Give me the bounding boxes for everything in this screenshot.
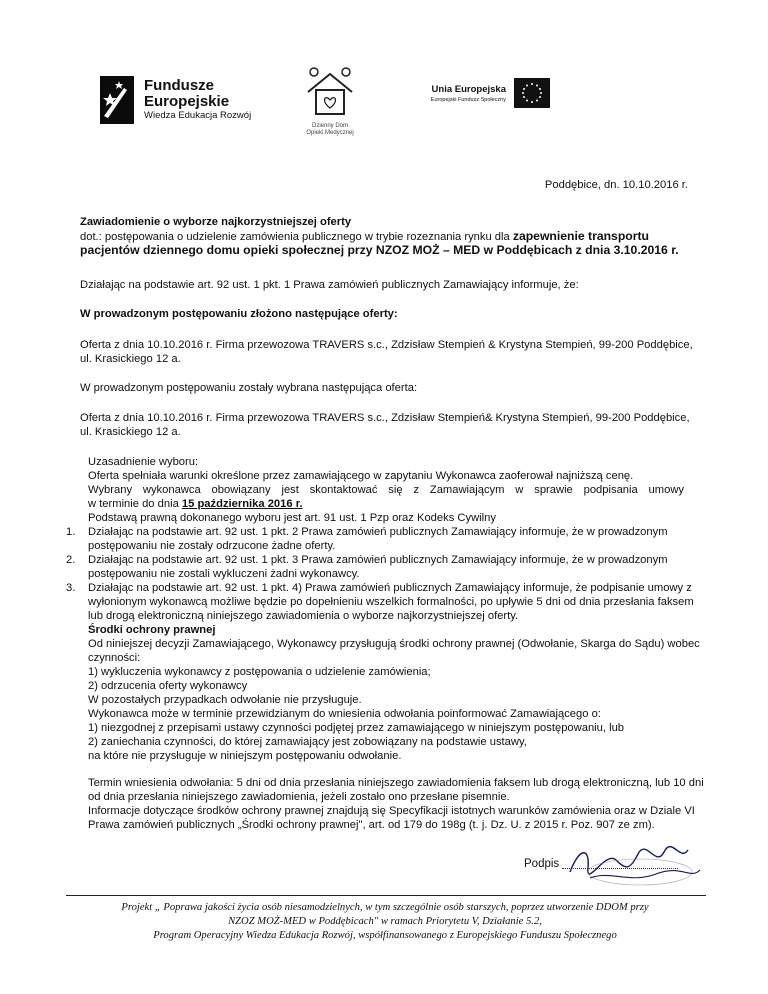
footer-divider: [66, 895, 706, 896]
protection-line-5: W pozostałych przypadkach odwołanie nie przysługuje.: [88, 694, 362, 706]
subject-text: dot.: postępowania o udzielenie zamówienia publicznego w trybie rozeznania rynku dla: [80, 231, 513, 243]
offer-2-line-2: ul. Krasickiego 12 a.: [80, 426, 181, 438]
handwritten-signature-image: [560, 840, 710, 890]
item-1-line-1: Działając na podstawie art. 92 ust. 1 pkt. 2 Prawa zamówień publicznych Zamawiający informuje, że w prowadzonym: [88, 526, 668, 538]
justification-line-4: Podstawą prawną dokonanego wyboru jest art. 91 ust. 1 Pzp oraz Kodeks Cywilny: [88, 512, 496, 524]
intro-text: Działając na podstawie art. 92 ust. 1 pkt. 1 Prawa zamówień publicznych Zamawiający informuje, że:: [80, 279, 579, 291]
footer-line-1: Projekt „ Poprawa jakości życia osób niesamodzielnych, w tym szczególnie osób starszych, poprzez utworzenie DDOM przy: [121, 902, 649, 913]
unia-europejska-logo: [400, 78, 550, 114]
deadline-prefix: w terminie do dnia: [88, 498, 182, 510]
subject-line-2: pacjentów dziennego domu opieki społecznej przy NZOZ MOŻ – MED w Poddębicach z dnia 3.10.2016 r.: [80, 243, 679, 257]
fe-flag-icon: [100, 76, 134, 124]
ue-title: Unia Europejska: [431, 84, 506, 95]
chosen-heading: W prowadzonym postępowaniu zostały wybrana następująca oferta:: [80, 382, 418, 394]
item-3-line-3: lub drogą elektroniczną niniejszego zawiadomienia o wyborze najkorzystniejszej oferty.: [88, 610, 519, 622]
protection-line-6: Wykonawca może w terminie przewidzianym do wniesienia odwołania poinformować Zamawiającego o:: [88, 708, 601, 720]
justification-line-1: Oferta spełniała warunki określone przez zamawiającego w zapytaniu Wykonawca zaoferował najniższą cenę.: [88, 470, 634, 482]
protection-line-1: Od niniejszej decyzji Zamawiającego, Wykonawcy przysługują środki ochrony prawnej (Odwołanie, Skarga do Sądu) wobec: [88, 638, 700, 650]
item-1-number: 1.: [66, 526, 76, 538]
footer-line-2: NZOZ MOŻ-MED w Poddębicach" w ramach Priorytetu V, Działanie 5.2,: [228, 916, 542, 927]
subject-bold: zapewnienie transportu: [512, 229, 649, 243]
protection-line-2: czynności:: [88, 652, 141, 664]
justification-heading: Uzasadnienie wyboru:: [88, 456, 199, 468]
document-title: Zawiadomienie o wyborze najkorzystniejszej oferty: [80, 216, 352, 228]
footer: [80, 901, 690, 943]
deadline-line-4: Prawa zamówień publicznych „Środki ochrony prawnej", art. od 179 do 198g (t. j. Dz. U. z 2015 r. Poz. 907 ze zm).: [88, 819, 655, 831]
deadline-line-2: od dnia przesłania niniejszego zawiadomienia, jeżeli zostało ono przesłane pisemnie.: [88, 791, 510, 803]
justification-line-2: Wybrany wykonawca obowiązany jest skontaktować się z Zamawiającym w sprawie podpisania umowy: [88, 484, 684, 496]
offer-2-line-1: Oferta z dnia 10.10.2016 r. Firma przewozowa TRAVERS s.c., Zdzisław Stempień& Krystyna Stempień, 99-200 Poddębice,: [80, 412, 690, 424]
fe-name-line1: Fundusze: [144, 77, 214, 94]
fe-name-line2: Europejskie: [144, 93, 230, 110]
protection-line-8: 2) zaniechania czynności, do której zamawiający jest zobowiązany na podstawie ustawy,: [88, 736, 527, 748]
fundusze-europejskie-logo: [100, 72, 280, 132]
dzienny-dom-logo: [296, 62, 364, 138]
justification-line-3: [88, 497, 303, 512]
item-2-number: 2.: [66, 554, 76, 566]
offer-1-line-2: ul. Krasickiego 12 a.: [80, 353, 181, 365]
signature-label: Podpis: [524, 858, 560, 870]
dd-name-line1: Dzienny Dom: [311, 123, 348, 129]
item-3-line-1: Działając na podstawie art. 92 ust. 1 pkt. 4) Prawa zamówień publicznych Zamawiający informuje, że podpisanie umowy z: [88, 582, 692, 594]
item-2-line-1: Działając na podstawie art. 92 ust. 1 pkt. 3 Prawa zamówień publicznych Zamawiający informuje, że w prowadzonym: [88, 554, 668, 566]
date-line: Poddębice, dn. 10.10.2016 r.: [544, 179, 688, 191]
footer-line-3: Program Operacyjny Wiedza Edukacja Rozwój, współfinansowanego z Europejskiego Funduszu Społecznego: [153, 930, 617, 941]
deadline-line-1: Termin wniesienia odwołania: 5 dni od dnia przesłania niniejszego zawiadomienia faksem lub drogą elektroniczną, lub 10 dni: [88, 777, 704, 789]
item-2-line-2: postępowaniu nie zostali wykluczeni żadni wykonawcy.: [88, 568, 360, 580]
protection-line-9: na które nie przysługuje w niniejszym postępowaniu odwołanie.: [88, 750, 402, 762]
signature-area: [520, 840, 720, 890]
protection-heading: Środki ochrony prawnej: [88, 624, 216, 636]
offers-heading: W prowadzonym postępowaniu złożono następujące oferty:: [80, 308, 398, 320]
item-1-line-2: postępowaniu nie zostały odrzucone żadne oferty.: [88, 540, 336, 552]
ue-subtitle: Europejski Fundusz Społeczny: [430, 97, 506, 103]
dd-name-line2: Opieki Medycznej: [306, 130, 354, 136]
protection-line-7: 1) niezgodnej z przepisami ustawy czynności podjętej przez zamawiającego w niniejszym postępowaniu, lub: [88, 722, 625, 734]
protection-line-4: 2) odrzucenia oferty wykonawcy: [88, 680, 248, 692]
offer-1-line-1: Oferta z dnia 10.10.2016 r. Firma przewozowa TRAVERS s.c., Zdzisław Stempień & Krystyna Stempień, 99-200 Poddębice,: [80, 339, 693, 351]
house-heart-icon: [296, 62, 364, 118]
fe-program-name: Wiedza Edukacja Rozwój: [144, 110, 252, 121]
item-3-number: 3.: [66, 582, 76, 594]
item-3-line-2: wyłonionym wykonawcą możliwe będzie po dopełnieniu wszelkich formalności, po upływie 5 dni od dnia przesłania faksem: [88, 596, 694, 608]
deadline-line-3: Informacje dotyczące środków ochrony prawnej znajdują się Specyfikacji istotnych warunków zamówienia oraz w Dziale VI: [88, 805, 695, 817]
eu-flag-icon: [514, 78, 550, 108]
contract-deadline: 15 października 2016 r.: [181, 498, 303, 510]
protection-line-3: 1) wykluczenia wykonawcy z postępowania o udzielenie zamówienia;: [88, 666, 431, 678]
